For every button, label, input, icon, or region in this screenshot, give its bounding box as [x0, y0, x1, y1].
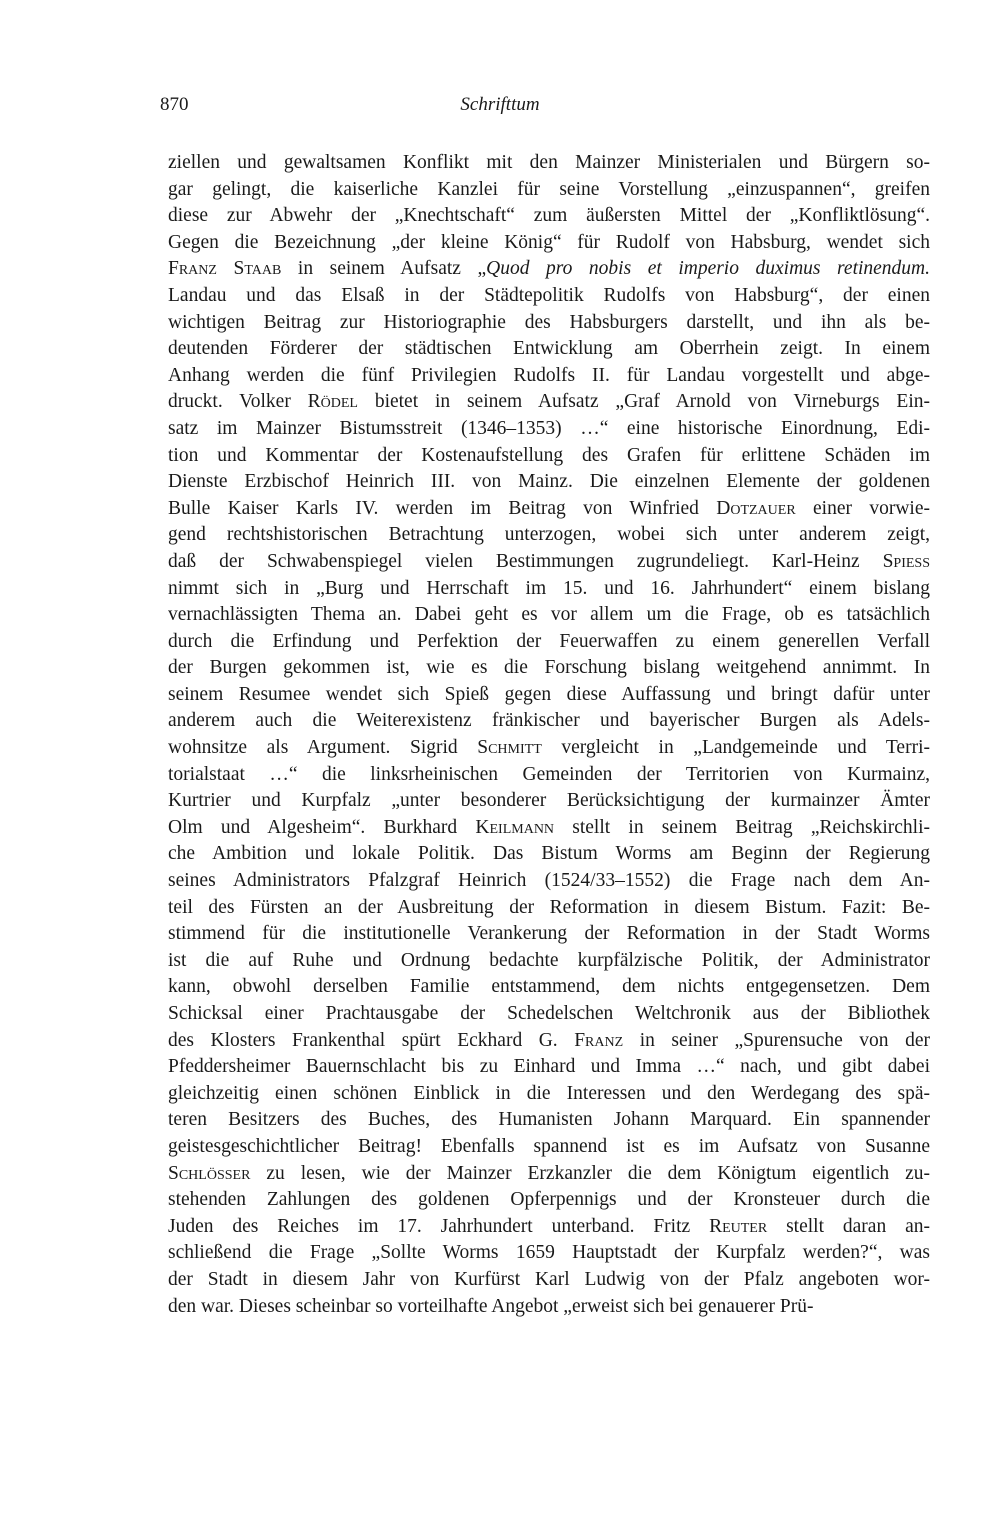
author-name: Rödel [307, 391, 358, 413]
text-line: wohnsitze als Argument. Sigrid Schmitt vergleicht in „Landgemeinde und Terri- [168, 737, 930, 759]
text-line: der Stadt in diesem Jahr von Kurfürst Karl Ludwig von der Pfalz angeboten wor- [168, 1268, 930, 1290]
text-line: Dienste Erzbischof Heinrich III. von Mainz. Die einzelnen Elemente der goldenen [168, 471, 930, 493]
text-line: Kurtrier und Kurpfalz „unter besonderer Berücksichtigung der kurmainzer Ämter [168, 790, 930, 812]
text-line: stehenden Zahlungen des goldenen Opferpennigs und der Kronsteuer durch die [168, 1189, 930, 1211]
text-line: vernachlässigten Thema an. Dabei geht es vor allem um die Frage, ob es tatsächlich [168, 604, 930, 626]
text-line: gar gelingt, die kaiserliche Kanzlei für seine Vorstellung „einzuspannen“, greifen [168, 178, 930, 200]
text-line: Pfeddersheimer Bauernschlacht bis zu Einhard und Imma …“ nach, und gibt dabei [168, 1056, 930, 1078]
text-line: Anhang werden die fünf Privilegien Rudolfs II. für Landau vorgestellt und abge- [168, 364, 930, 386]
text-line: teil des Fürsten an der Ausbreitung der Reformation in diesem Bistum. Fazit: Be- [168, 896, 930, 918]
text-line: des Klosters Frankenthal spürt Eckhard G. Franz in seiner „Spurensuche von der [168, 1029, 930, 1051]
running-title: Schrifttum [460, 94, 540, 115]
text-line: diese zur Abwehr der „Knechtschaft“ zum äußersten Mittel der „Konfliktlösung“. [168, 205, 930, 227]
author-name: Staab [233, 258, 282, 280]
text-line: anderem auch die Weiterexistenz fränkischer und bayerischer Burgen als Adels- [168, 710, 930, 732]
author-name: Schlösser [168, 1162, 251, 1184]
text-line: che Ambition und lokale Politik. Das Bistum Worms am Beginn der Regierung [168, 843, 930, 865]
text-line: deutenden Förderer der städtischen Entwicklung am Oberrhein zeigt. In einem [168, 338, 930, 360]
text-line: schließend die Frage „Sollte Worms 1659 Hauptstadt der Kurpfalz werden?“, was [168, 1242, 930, 1264]
text-line: druckt. Volker Rödel bietet in seinem Aufsatz „Graf Arnold von Virneburgs Ein- [168, 391, 930, 413]
italic-title: Quod pro nobis et imperio duximus retinendum. [486, 258, 931, 280]
text-line: kann, obwohl derselben Familie entstammend, dem nichts entgegensetzen. Dem [168, 976, 930, 998]
text-line: nimmt sich in „Burg und Herrschaft im 15. und 16. Jahrhundert“ einem bislang [168, 577, 930, 599]
text-line: satz im Mainzer Bistumsstreit (1346–1353) …“ eine historische Einordnung, Edi- [168, 417, 930, 439]
text-line: stimmend für die institutionelle Verankerung der Reformation in der Stadt Worms [168, 923, 930, 945]
text-line: tion und Kommentar der Kostenaufstellung des Grafen für erlittene Schäden im [168, 444, 930, 466]
author-name: Keilmann [475, 816, 555, 838]
author-name: Spiess [882, 550, 930, 572]
text-line: Juden des Reiches im 17. Jahrhundert unterband. Fritz Reuter stellt daran an- [168, 1215, 931, 1237]
text-line: Franz Staab in seinem Aufsatz „Quod pro nobis et imperio duximus retinendum. [168, 258, 931, 280]
text-line: Olm und Algesheim“. Burkhard Keilmann stellt in seinem Beitrag „Reichskirchli- [168, 816, 930, 838]
text-line: geistesgeschichtlicher Beitrag! Ebenfalls spannend ist es im Aufsatz von Susanne [168, 1135, 930, 1157]
page-number: 870 [160, 94, 189, 115]
text-line: gleichzeitig einen schönen Einblick in die Interessen und den Werdegang des spä- [168, 1082, 930, 1104]
text-line: der Burgen gekommen ist, wie es die Forschung bislang weitgehend annimmt. In [168, 657, 930, 679]
text-line: ziellen und gewaltsamen Konflikt mit den Mainzer Ministerialen und Bürgern so- [168, 152, 930, 173]
author-name: Schmitt [477, 737, 542, 759]
text-line: teren Besitzers des Buches, des Humanisten Johann Marquard. Ein spannender [168, 1109, 930, 1131]
text-line: gend rechtshistorischen Betrachtung unterzogen, wobei sich unter anderem zeigt, [168, 524, 930, 546]
text-line: seines Administrators Pfalzgraf Heinrich (1524/33–1552) die Frage nach dem An- [168, 870, 930, 892]
text-line: den war. Dieses scheinbar so vorteilhafte Angebot „erweist sich bei genauerer Prü- [168, 1295, 814, 1317]
text-line: ist die auf Ruhe und Ordnung bedachte kurpfälzische Politik, der Administrator [168, 949, 930, 971]
author-name: Reuter [709, 1215, 768, 1237]
text-line: Schicksal einer Prachtausgabe der Schedelschen Weltchronik aus der Bibliothek [168, 1003, 930, 1024]
text-line: Landau und das Elsaß in der Städtepolitik Rudolfs von Habsburg“, der einen [168, 284, 930, 306]
author-name: Franz [168, 258, 217, 280]
text-line: Bulle Kaiser Karls IV. werden im Beitrag von Winfried Dotzauer einer vorwie- [168, 497, 930, 519]
text-line: Gegen die Bezeichnung „der kleine König“ für Rudolf von Habsburg, wendet sich [168, 231, 930, 253]
text-line: wichtigen Beitrag zur Historiographie des Habsburgers darstellt, und ihn als be- [168, 311, 930, 333]
author-name: Franz [574, 1029, 624, 1051]
text-line: torialstaat …“ die linksrheinischen Gemeinden der Territorien von Kurmainz, [168, 763, 930, 785]
author-name: Dotzauer [716, 497, 796, 519]
text-line: seinem Resumee wendet sich Spieß gegen diese Auffassung und bringt dafür unter [168, 683, 930, 705]
text-line: durch die Erfindung und Perfektion der Feuerwaffen zu einem generellen Verfall [168, 630, 930, 652]
text-line: daß der Schwabenspiegel vielen Bestimmungen zugrundeliegt. Karl-Heinz Spiess [168, 550, 930, 572]
body-text [168, 150, 930, 1320]
text-line: Schlösser zu lesen, wie der Mainzer Erzkanzler die dem Königtum eigentlich zu- [168, 1162, 930, 1184]
